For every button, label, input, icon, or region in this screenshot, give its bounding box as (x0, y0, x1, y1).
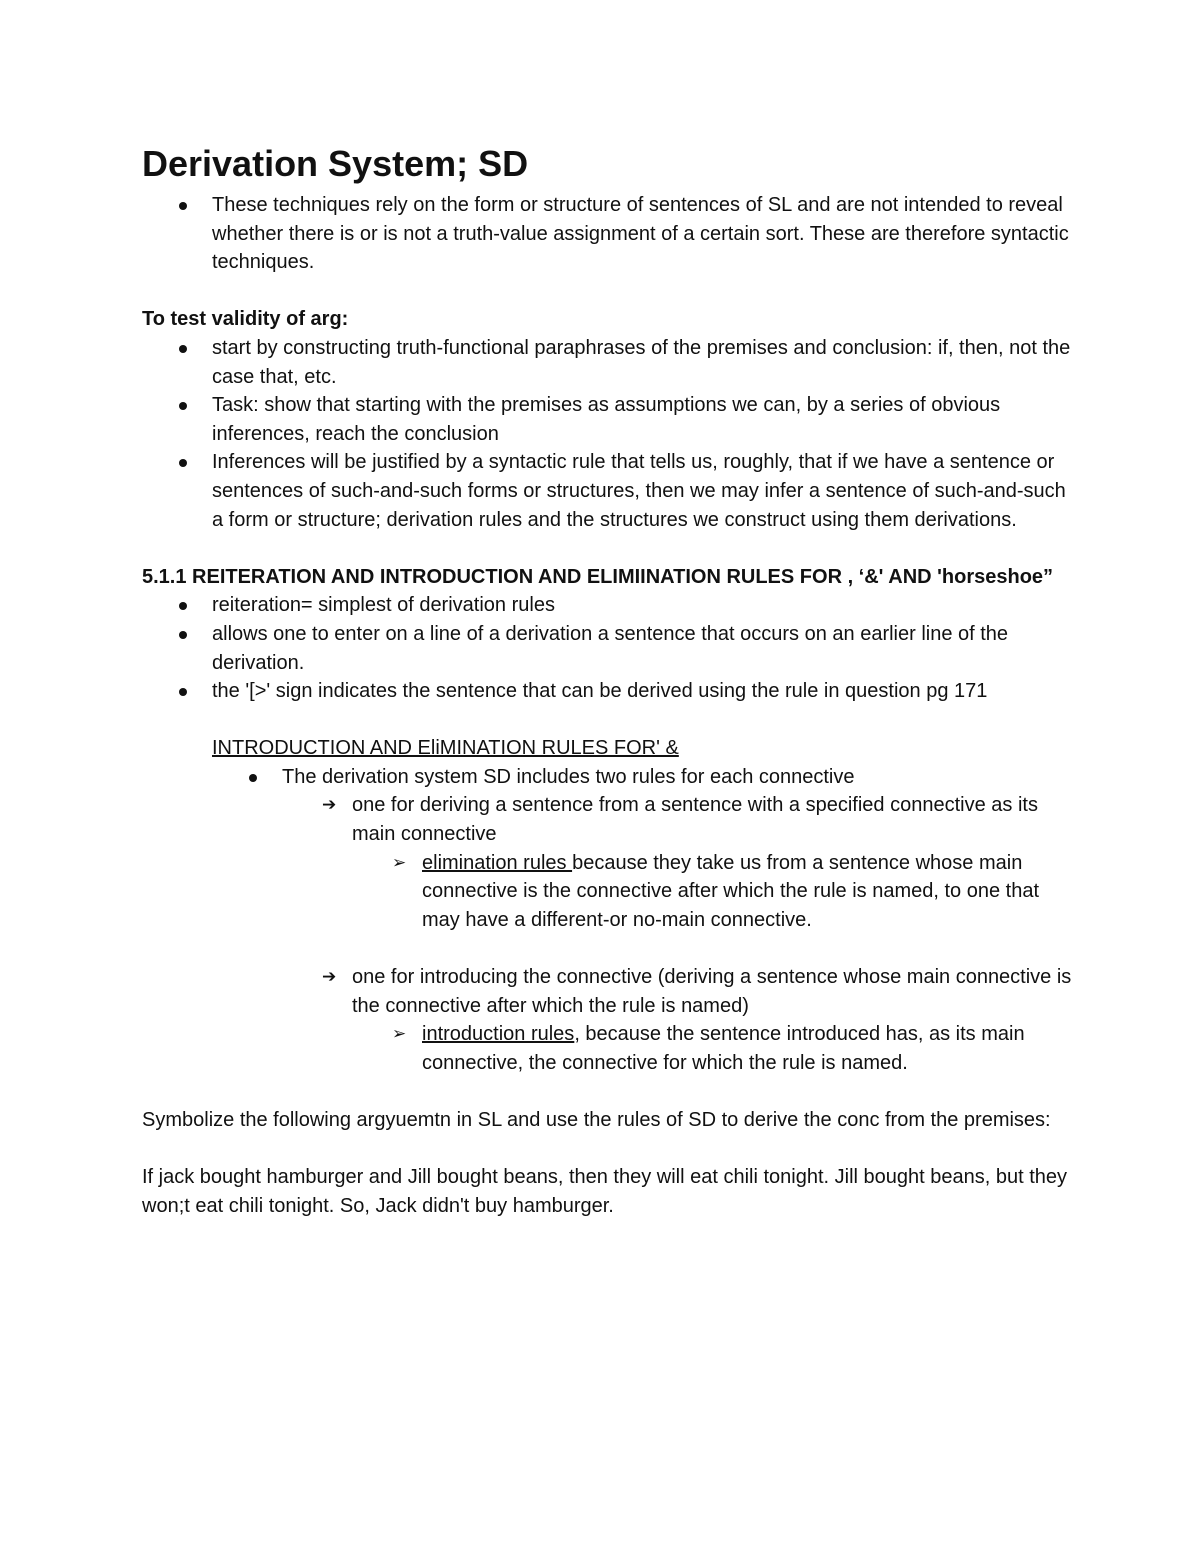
document-content (142, 143, 1072, 1220)
exercise-argument: If jack bought hamburger and Jill bought beans, then they will eat chili tonight. Jill bought beans, but they won;t eat chili tonight. So, Jack didn't buy hamburger. (142, 1166, 1068, 1217)
arrow-list (282, 791, 1072, 1077)
validity-list (142, 334, 1072, 534)
arrow-item: ➔ one for deriving a sentence from a sentence with a specified connective as its main connective ➢ elimination rules because they take us from a sentence whose main connective is the connective after which the rule is named, to one that may have a different-or no-main connective. (282, 791, 1072, 963)
sub-arrow-item: ➢ introduction rules, because the sentence introduced has, as its main connective, the connective for which the rule is named. (352, 1020, 1072, 1077)
list-item: the '[>' sign indicates the sentence that can be derived using the rule in question pg 171 (142, 677, 1072, 706)
sub-arrow-item: ➢ elimination rules because they take us from a sentence whose main connective is the connective after which the rule is named, to one that may have a different-or no-main connective. (352, 849, 1072, 935)
page-title: Derivation System; SD (142, 143, 529, 184)
exercise-instruction: Symbolize the following argyuemtn in SL and use the rules of SD to derive the conc from the premises: (142, 1109, 1051, 1131)
list-item: Inferences will be justified by a syntactic rule that tells us, roughly, that if we have a sentence or sentences of such-and-such forms or structures, then we may infer a sentence of such-and-such a form or structure; derivation rules and the structures we construct using them derivations. (142, 448, 1072, 534)
list-item: allows one to enter on a line of a derivation a sentence that occurs on an earlier line of the derivation. (142, 620, 1072, 677)
arrow-item: ➔ one for introducing the connective (deriving a sentence whose main connective is the connective after which the rule is named) ➢ introduction rules, because the sentence introduced has, as its main connective, the connective for which the rule is named. (282, 963, 1072, 1077)
subsection (212, 734, 1072, 1077)
sub-arrow-list (352, 849, 1072, 935)
list-item: reiteration= simplest of derivation rules (142, 591, 1072, 620)
subsection-list (212, 763, 1072, 792)
intro-list (142, 191, 1072, 277)
list-item: These techniques rely on the form or structure of sentences of SL and are not intended to reveal whether there is or is not a truth-value assignment of a certain sort. These are therefore syntactic techniques. (142, 191, 1072, 277)
list-item: The derivation system SD includes two rules for each connective (212, 763, 1072, 792)
section-heading: 5.1.1 REITERATION AND INTRODUCTION AND ELIMIINATION RULES FOR , ‘&' AND 'horseshoe” (142, 565, 1054, 588)
list-item: start by constructing truth-functional paraphrases of the premises and conclusion: if, then, not the case that, etc. (142, 334, 1072, 391)
elimination-rules-term: elimination rules (422, 851, 573, 874)
introduction-rules-term: introduction rules (422, 1023, 575, 1046)
validity-heading: To test validity of arg: (142, 308, 349, 331)
subsection-heading: INTRODUCTION AND EliMINATION RULES FOR' & (212, 737, 679, 760)
sub-arrow-list (352, 1020, 1072, 1077)
section-list (142, 591, 1072, 705)
list-item: Task: show that starting with the premises as assumptions we can, by a series of obvious inferences, reach the conclusion (142, 391, 1072, 448)
